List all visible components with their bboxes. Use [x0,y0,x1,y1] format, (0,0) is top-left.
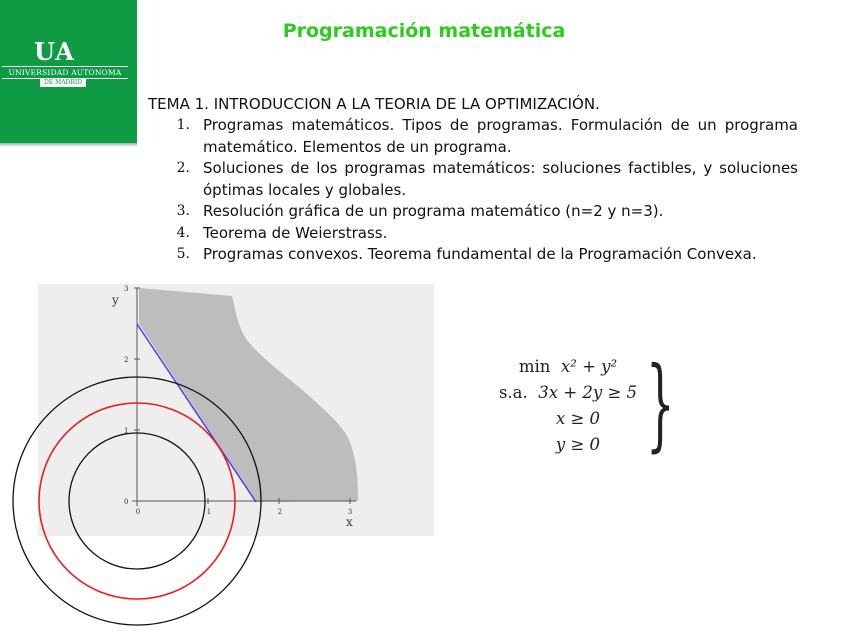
topic-item-text: Resolución gráfica de un programa matemático (n=2 y n=3). [203,202,664,220]
constraint-1: 3x + 2y ≥ 5 [538,383,638,402]
topic-item-number: 3. [176,203,190,219]
x-tick-label: 0 [135,508,141,516]
topic-item-text: Soluciones de los programas matemáticos: soluciones factibles, y soluciones óptimas locales y globales. [203,159,798,199]
y-tick-label: 0 [124,498,129,506]
x-tick-label: 1 [206,508,212,516]
topic-item [168,158,798,201]
right-brace: } [646,345,675,462]
topic-item-number: 5. [176,246,190,262]
page-title: Programación matemática [282,20,566,42]
logo-city: DE MADRID [40,78,86,87]
constraint-3: y ≥ 0 [555,435,601,454]
topic-heading: TEMA 1. INTRODUCCION A LA TEORIA DE LA OPTIMIZACIÓN. [148,95,600,113]
topic-item [168,244,798,266]
topic-item-number: 1. [176,117,190,133]
logo-shadow [0,143,137,147]
feasible-region-plot [0,276,440,636]
logo-mark: UA [34,37,75,66]
topic-item-number: 4. [176,224,190,241]
topic-item [168,201,798,223]
topic-item [168,223,798,245]
topic-item-text: Programas convexos. Teorema fundamental de la Programación Convexa. [203,245,757,263]
x-tick-label: 2 [277,508,283,516]
topic-list [168,115,798,266]
logo-university-name: UNIVERSIDAD AUTONOMA [2,66,128,79]
topic-item-text: Programas matemáticos. Tipos de programas. Formulación de un programa matemático. Elementos de un programa. [203,116,798,156]
y-tick-label: 3 [124,285,129,293]
math-program [490,345,675,464]
subject-to-label: s.a. [498,383,528,402]
y-tick-label: 1 [124,427,129,435]
y-axis-label: y [112,293,119,307]
university-logo [0,0,137,143]
objective-function: x² + y² [560,357,618,376]
objective-op: min [518,357,551,376]
topic-item-text: Teorema de Weierstrass. [203,223,388,242]
constraint-row-3 [500,434,656,456]
x-tick-label: 3 [347,508,353,516]
x-axis-label: x [346,515,353,529]
y-tick-label: 2 [124,356,129,364]
constraint-2: x ≥ 0 [555,409,601,428]
objective-row [490,356,646,378]
constraint-row-2 [500,408,656,430]
constraint-row-1 [490,382,646,404]
topic-item [168,115,798,158]
topic-item-number: 2. [176,160,190,176]
